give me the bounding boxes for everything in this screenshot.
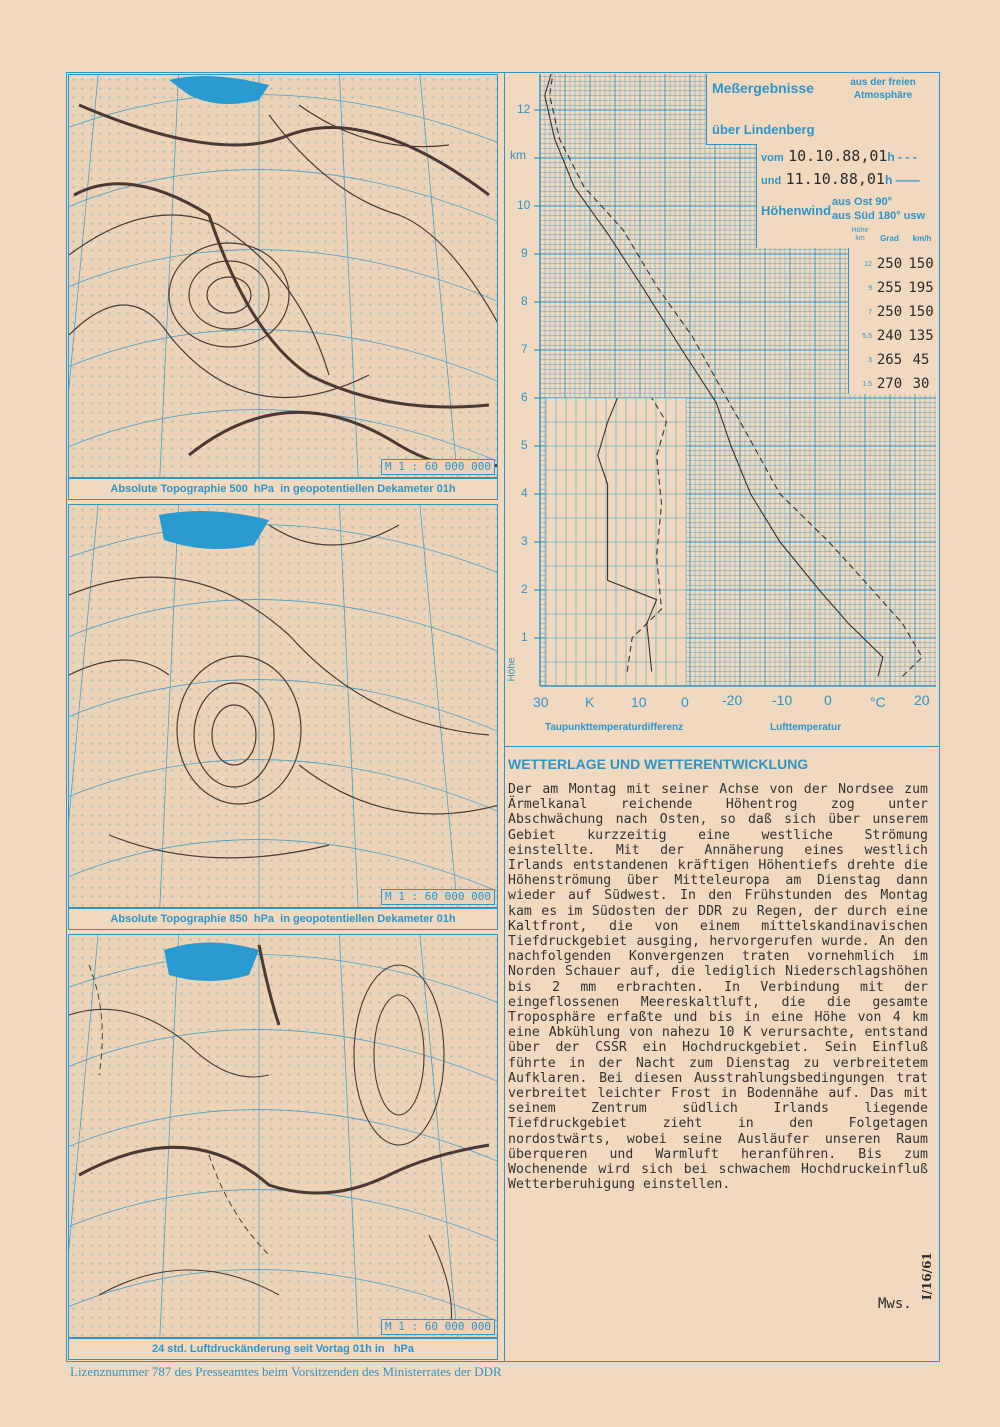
footer: Lizenznummer 787 des Presseamtes beim Vorsitzenden des Ministerrates der DDR (70, 1364, 502, 1379)
wind-row-speed: 195 (908, 280, 934, 296)
temp-tick: -10 (772, 692, 793, 708)
aerology-station: über Lindenberg (712, 122, 815, 137)
map-500hpa-graphic (69, 75, 498, 478)
temp-axis-label: Lufttemperatur (770, 722, 842, 733)
date2-suffix: h —— (884, 173, 920, 187)
wind-row (848, 276, 937, 300)
wind-row (848, 348, 937, 372)
wind-row (848, 300, 937, 324)
wind-row (848, 252, 937, 276)
altitude-tick: 5 (521, 438, 528, 452)
map-850hpa-caption: Absolute Topographie 850 hPa in geopotentiellen Dekameter 01h (68, 908, 498, 930)
wind-row-deg: 255 (876, 280, 903, 296)
wind-row-speed: 150 (908, 256, 934, 272)
map-500hpa-scale: M 1 : 60 000 000 (381, 459, 495, 475)
wind-row-height: 7 (868, 308, 872, 316)
wind-row-height: 1.5 (862, 380, 872, 388)
temp-tick: 20 (914, 692, 930, 708)
wind-row-speed: 45 (912, 352, 930, 368)
report-divider (504, 746, 940, 747)
map-pressure-change (68, 934, 498, 1338)
report-signature: Mws. (878, 1296, 912, 1312)
altitude-tick: 7 (521, 342, 528, 356)
altitude-tick: 4 (521, 486, 528, 500)
wind-row (848, 324, 937, 348)
report-body-wrap (508, 782, 928, 1192)
wind-row-deg: 250 (876, 304, 903, 320)
date2-value: 11.10.88,01 (785, 170, 885, 188)
map-pressure-change-graphic (69, 935, 498, 1338)
dew-tick: 0 (681, 694, 689, 710)
wind-row-deg: 250 (876, 256, 903, 272)
column-divider (504, 72, 505, 1362)
wind-head-height: Höhe km (851, 227, 869, 242)
wind-row-deg: 265 (876, 352, 903, 368)
altitude-tick: 1 (521, 630, 528, 644)
aerology-title: Meßergebnisse (712, 80, 814, 96)
side-code: I/16/61 (920, 1252, 934, 1300)
date1-prefix: vom (761, 152, 784, 164)
altitude-tick: 3 (521, 534, 528, 548)
date1-line (761, 147, 917, 166)
wind-title: Höhenwind (761, 203, 832, 218)
wind-head-deg: Grad (880, 234, 899, 243)
altitude-tick: 8 (521, 294, 528, 308)
date2-line (761, 170, 920, 189)
wind-dir2: aus Süd 180° usw (832, 210, 926, 222)
dew-tick: 10 (631, 694, 647, 710)
wind-row (848, 372, 937, 396)
wind-row-height: 3 (868, 356, 872, 364)
report-body: Der am Montag mit seiner Achse von der Nordsee zum Ärmelkanal reichende Höhentrog zog unter Abschwächung nach Osten, so daß sich über unserem Gebiet kurzzeitig eine westliche Strömung einstellte. Mit der Annäherung eines westlich Irlands entstandenen kräftigen Höhentiefs drehte die Höhenströmung über Mitteleuropa am Dienstag dann wieder auf Südwest. In den Frühstunden des Montag kam es im Südosten der DDR zu Regen, der durch eine Kaltfront, die von einem mittelskandinavischen Tiefdruckgebiet ausging, hervorgerufen wurde. An den nachfolgenden Konvergenzen traten vornehmlich im Norden Schauer auf, die lediglich Niederschlagshöhen bis 2 mm erbrachten. In Verbindung mit der eingeflossenen Meereskaltluft, die die gesamte Troposphäre erfaßte und bis in eine Höhe von 4 km eine Abkühlung von nahezu 10 K verursachte, entstand über der CSSR ein Hochdruckgebiet. Sein Einfluß führte in der Nacht zum Dienstag zu verbreitetem Aufklaren. Bei diesen Ausstrahlungsbedingungen trat verbreitet leichter Frost in Bodennähe auf. Das mit seinem Zentrum südlich Irlands liegende Tiefdruckgebiet zieht in den Folgetagen nordostwärts, wobei seine Ausläufer unseren Raum überqueren und Warmluft heranführen. Bis zum Wochenende wird sich bei schwachem Hochdruckeinfluß Wetterberuhigung einstellen. (508, 782, 928, 1193)
temp-tick: 0 (824, 692, 832, 708)
dew-tick: 30 (533, 694, 549, 710)
wind-dir1: aus Ost 90° (832, 196, 893, 208)
wind-row-height: 5.5 (862, 332, 872, 340)
altitude-tick: 10 (517, 198, 531, 212)
map-pressure-change-caption: 24 std. Luftdruckänderung seit Vortag 01h in hPa (68, 1338, 498, 1360)
date1-suffix: h - - - (887, 150, 917, 164)
dew-tick: K (585, 694, 595, 710)
map-pressure-change-scale: M 1 : 60 000 000 (381, 1319, 495, 1335)
altitude-tick: 9 (521, 246, 528, 260)
altitude-tick: 12 (517, 102, 531, 116)
wind-row-deg: 270 (876, 376, 903, 392)
map-500hpa-caption: Absolute Topographie 500 hPa in geopotentiellen Dekameter 01h (68, 478, 498, 500)
wind-row-speed: 135 (908, 328, 934, 344)
altitude-tick: 2 (521, 582, 528, 596)
map-850hpa-scale: M 1 : 60 000 000 (381, 889, 495, 905)
wind-row-speed: 30 (912, 376, 930, 392)
wind-row-height: 12 (864, 260, 872, 268)
map-500hpa (68, 74, 498, 478)
hoehe-label: Höhe (506, 657, 518, 682)
aerology-subtitle: aus der freien Atmosphäre (850, 77, 916, 101)
date1-value: 10.10.88,01 (788, 147, 888, 165)
wind-row-height: 9 (868, 284, 872, 292)
wind-head-speed: km/h (912, 234, 932, 243)
wind-row-speed: 150 (908, 304, 934, 320)
temp-tick: °C (870, 694, 886, 710)
map-850hpa (68, 504, 498, 908)
altitude-tick: 6 (521, 390, 528, 404)
report-heading: WETTERLAGE UND WETTERENTWICKLUNG (508, 756, 809, 772)
temp-tick: -20 (722, 692, 743, 708)
dew-axis-label: Taupunkttemperaturdifferenz (545, 722, 684, 733)
altitude-unit: km (510, 148, 526, 162)
map-850hpa-graphic (69, 505, 498, 908)
date2-prefix: und (761, 175, 782, 187)
wind-row-deg: 240 (876, 328, 903, 344)
